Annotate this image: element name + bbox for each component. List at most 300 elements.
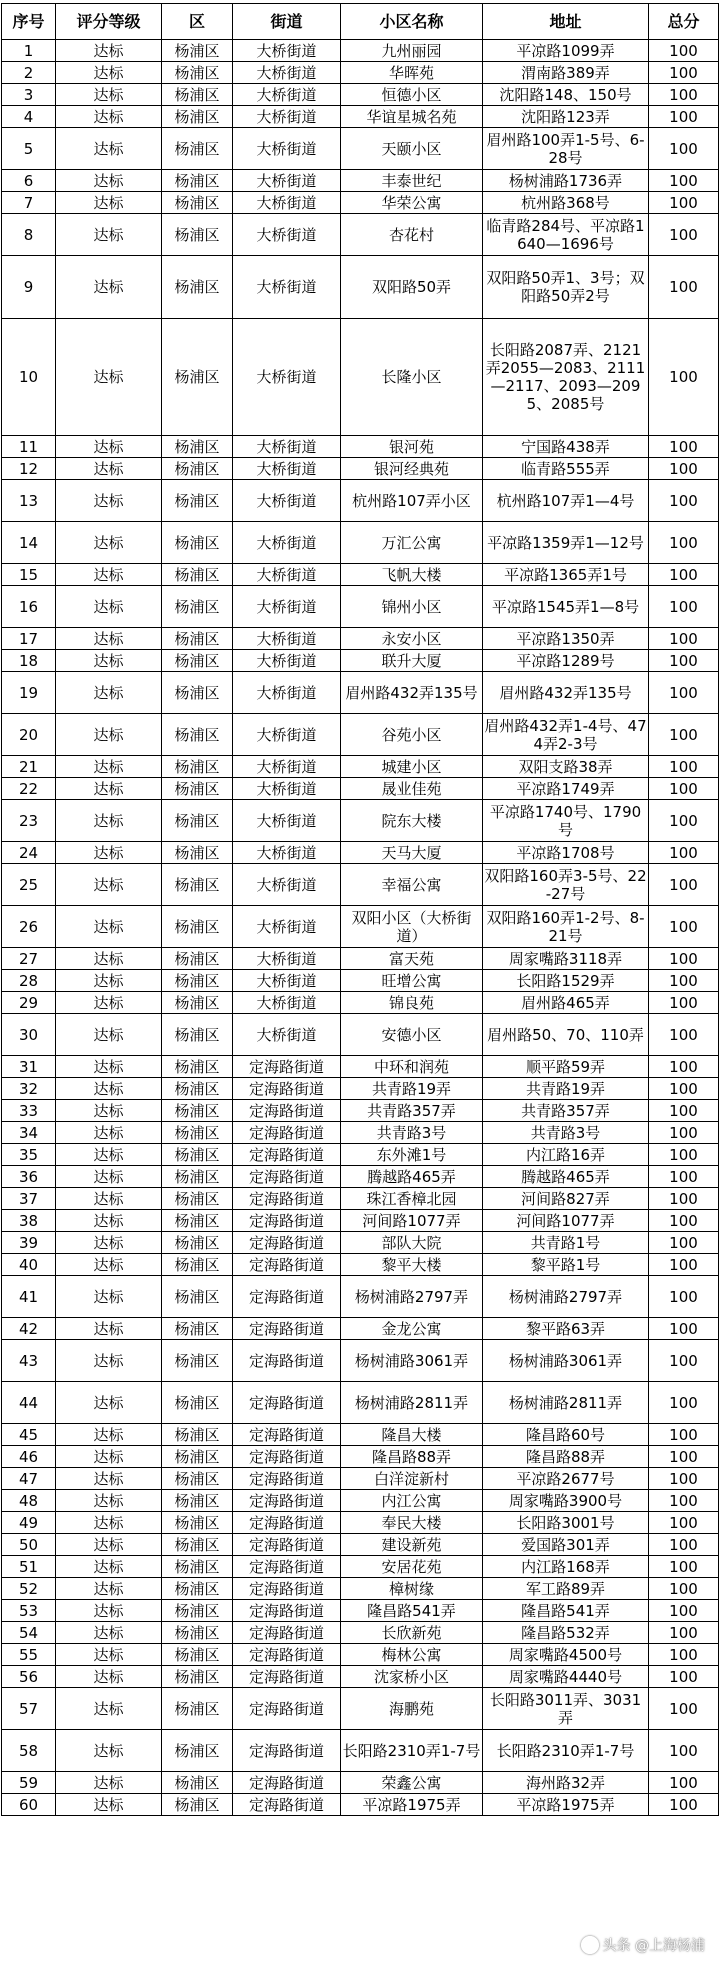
cell-grade: 达标 <box>56 628 162 650</box>
cell-community-name: 黎平大楼 <box>341 1254 483 1276</box>
cell-street: 定海路街道 <box>233 1210 341 1232</box>
cell-index: 33 <box>2 1100 56 1122</box>
toutiao-logo-icon <box>581 1936 599 1954</box>
cell-address: 沈阳路123弄 <box>483 106 649 128</box>
cell-grade: 达标 <box>56 1188 162 1210</box>
cell-district: 杨浦区 <box>162 170 233 192</box>
cell-community-name: 杏花村 <box>341 214 483 256</box>
cell-index: 36 <box>2 1166 56 1188</box>
cell-score: 100 <box>649 40 719 62</box>
cell-community-name: 白洋淀新村 <box>341 1468 483 1490</box>
cell-address: 周家嘴路3118弄 <box>483 948 649 970</box>
table-row <box>2 214 719 256</box>
cell-community-name: 银河经典苑 <box>341 458 483 480</box>
cell-street: 定海路街道 <box>233 1512 341 1534</box>
table-row <box>2 672 719 714</box>
cell-district: 杨浦区 <box>162 106 233 128</box>
cell-street: 大桥街道 <box>233 458 341 480</box>
cell-street: 定海路街道 <box>233 1100 341 1122</box>
cell-grade: 达标 <box>56 1666 162 1688</box>
cell-index: 46 <box>2 1446 56 1468</box>
cell-community-name: 隆昌路541弄 <box>341 1600 483 1622</box>
cell-district: 杨浦区 <box>162 1556 233 1578</box>
cell-street: 定海路街道 <box>233 1232 341 1254</box>
table-row <box>2 756 719 778</box>
cell-street: 定海路街道 <box>233 1666 341 1688</box>
cell-grade: 达标 <box>56 436 162 458</box>
cell-index: 6 <box>2 170 56 192</box>
cell-index: 51 <box>2 1556 56 1578</box>
cell-district: 杨浦区 <box>162 1188 233 1210</box>
cell-score: 100 <box>649 1468 719 1490</box>
cell-grade: 达标 <box>56 948 162 970</box>
cell-grade: 达标 <box>56 1232 162 1254</box>
cell-address: 平凉路1099弄 <box>483 40 649 62</box>
cell-street: 大桥街道 <box>233 864 341 906</box>
cell-address: 海州路32弄 <box>483 1772 649 1794</box>
cell-score: 100 <box>649 1578 719 1600</box>
cell-index: 3 <box>2 84 56 106</box>
cell-street: 大桥街道 <box>233 970 341 992</box>
cell-grade: 达标 <box>56 214 162 256</box>
cell-score: 100 <box>649 714 719 756</box>
cell-index: 37 <box>2 1188 56 1210</box>
header-address: 地址 <box>483 4 649 40</box>
watermark <box>581 1935 705 1955</box>
cell-index: 34 <box>2 1122 56 1144</box>
cell-score: 100 <box>649 906 719 948</box>
cell-district: 杨浦区 <box>162 1424 233 1446</box>
table-row <box>2 1468 719 1490</box>
cell-grade: 达标 <box>56 1600 162 1622</box>
cell-grade: 达标 <box>56 756 162 778</box>
cell-address: 双阳路160弄1-2号、8-21号 <box>483 906 649 948</box>
cell-index: 30 <box>2 1014 56 1056</box>
cell-district: 杨浦区 <box>162 1600 233 1622</box>
cell-index: 15 <box>2 564 56 586</box>
cell-address: 周家嘴路3900号 <box>483 1490 649 1512</box>
cell-address: 隆昌路60号 <box>483 1424 649 1446</box>
cell-index: 48 <box>2 1490 56 1512</box>
table-row <box>2 1512 719 1534</box>
cell-street: 定海路街道 <box>233 1772 341 1794</box>
cell-score: 100 <box>649 672 719 714</box>
cell-index: 17 <box>2 628 56 650</box>
table-row <box>2 106 719 128</box>
cell-score: 100 <box>649 1144 719 1166</box>
cell-district: 杨浦区 <box>162 1468 233 1490</box>
table-row <box>2 970 719 992</box>
cell-district: 杨浦区 <box>162 1276 233 1318</box>
cell-street: 大桥街道 <box>233 586 341 628</box>
cell-score: 100 <box>649 1424 719 1446</box>
cell-address: 双阳支路38弄 <box>483 756 649 778</box>
cell-score: 100 <box>649 1622 719 1644</box>
cell-index: 1 <box>2 40 56 62</box>
cell-grade: 达标 <box>56 1730 162 1772</box>
cell-district: 杨浦区 <box>162 842 233 864</box>
cell-index: 53 <box>2 1600 56 1622</box>
cell-score: 100 <box>649 628 719 650</box>
header-community-name: 小区名称 <box>341 4 483 40</box>
cell-score: 100 <box>649 1600 719 1622</box>
cell-grade: 达标 <box>56 564 162 586</box>
cell-grade: 达标 <box>56 1512 162 1534</box>
cell-grade: 达标 <box>56 1122 162 1144</box>
cell-district: 杨浦区 <box>162 586 233 628</box>
cell-district: 杨浦区 <box>162 1490 233 1512</box>
cell-index: 38 <box>2 1210 56 1232</box>
header-index: 序号 <box>2 4 56 40</box>
cell-district: 杨浦区 <box>162 1166 233 1188</box>
cell-community-name: 共青路19弄 <box>341 1078 483 1100</box>
cell-index: 19 <box>2 672 56 714</box>
cell-score: 100 <box>649 1556 719 1578</box>
cell-address: 内江路16弄 <box>483 1144 649 1166</box>
cell-index: 8 <box>2 214 56 256</box>
cell-grade: 达标 <box>56 842 162 864</box>
table-row <box>2 1666 719 1688</box>
cell-community-name: 奉民大楼 <box>341 1512 483 1534</box>
cell-street: 定海路街道 <box>233 1276 341 1318</box>
cell-community-name: 梅林公寓 <box>341 1644 483 1666</box>
table-row <box>2 906 719 948</box>
cell-district: 杨浦区 <box>162 1122 233 1144</box>
cell-address: 长阳路2310弄1-7号 <box>483 1730 649 1772</box>
cell-index: 32 <box>2 1078 56 1100</box>
cell-grade: 达标 <box>56 84 162 106</box>
header-grade: 评分等级 <box>56 4 162 40</box>
cell-address: 内江路168弄 <box>483 1556 649 1578</box>
cell-index: 28 <box>2 970 56 992</box>
cell-address: 双阳路160弄3-5号、22-27号 <box>483 864 649 906</box>
cell-grade: 达标 <box>56 1382 162 1424</box>
cell-community-name: 永安小区 <box>341 628 483 650</box>
cell-score: 100 <box>649 992 719 1014</box>
cell-grade: 达标 <box>56 906 162 948</box>
cell-district: 杨浦区 <box>162 1446 233 1468</box>
cell-district: 杨浦区 <box>162 564 233 586</box>
cell-district: 杨浦区 <box>162 1688 233 1730</box>
cell-score: 100 <box>649 1166 719 1188</box>
table-row <box>2 1254 719 1276</box>
cell-score: 100 <box>649 650 719 672</box>
cell-index: 47 <box>2 1468 56 1490</box>
cell-index: 55 <box>2 1644 56 1666</box>
cell-grade: 达标 <box>56 1578 162 1600</box>
cell-score: 100 <box>649 1666 719 1688</box>
cell-address: 军工路89弄 <box>483 1578 649 1600</box>
table-row <box>2 1340 719 1382</box>
cell-index: 56 <box>2 1666 56 1688</box>
cell-index: 4 <box>2 106 56 128</box>
cell-community-name: 华谊星城名苑 <box>341 106 483 128</box>
cell-street: 大桥街道 <box>233 522 341 564</box>
cell-score: 100 <box>649 522 719 564</box>
cell-street: 大桥街道 <box>233 948 341 970</box>
cell-index: 41 <box>2 1276 56 1318</box>
cell-grade: 达标 <box>56 128 162 170</box>
cell-index: 7 <box>2 192 56 214</box>
cell-community-name: 城建小区 <box>341 756 483 778</box>
table-row <box>2 586 719 628</box>
cell-community-name: 隆昌大楼 <box>341 1424 483 1446</box>
table-row <box>2 128 719 170</box>
table-row <box>2 256 719 319</box>
cell-district: 杨浦区 <box>162 800 233 842</box>
cell-grade: 达标 <box>56 1622 162 1644</box>
cell-community-name: 平凉路1975弄 <box>341 1794 483 1816</box>
table-row <box>2 458 719 480</box>
cell-street: 大桥街道 <box>233 319 341 436</box>
cell-grade: 达标 <box>56 1144 162 1166</box>
cell-index: 29 <box>2 992 56 1014</box>
cell-street: 定海路街道 <box>233 1254 341 1276</box>
cell-street: 大桥街道 <box>233 906 341 948</box>
table-row <box>2 319 719 436</box>
cell-score: 100 <box>649 1276 719 1318</box>
cell-address: 平凉路1289号 <box>483 650 649 672</box>
cell-score: 100 <box>649 1232 719 1254</box>
cell-address: 眉州路50、70、110弄 <box>483 1014 649 1056</box>
cell-score: 100 <box>649 1688 719 1730</box>
cell-grade: 达标 <box>56 1446 162 1468</box>
cell-street: 定海路街道 <box>233 1578 341 1600</box>
cell-community-name: 华晖苑 <box>341 62 483 84</box>
cell-index: 44 <box>2 1382 56 1424</box>
table-row <box>2 864 719 906</box>
cell-district: 杨浦区 <box>162 714 233 756</box>
cell-district: 杨浦区 <box>162 1382 233 1424</box>
table-row <box>2 1772 719 1794</box>
table-row <box>2 1210 719 1232</box>
cell-community-name: 双阳小区（大桥街道） <box>341 906 483 948</box>
cell-grade: 达标 <box>56 586 162 628</box>
table-row <box>2 1100 719 1122</box>
cell-street: 定海路街道 <box>233 1122 341 1144</box>
table-row <box>2 1382 719 1424</box>
cell-address: 杨树浦路2797弄 <box>483 1276 649 1318</box>
cell-community-name: 金龙公寓 <box>341 1318 483 1340</box>
cell-street: 定海路街道 <box>233 1730 341 1772</box>
cell-community-name: 双阳路50弄 <box>341 256 483 319</box>
cell-community-name: 晟业佳苑 <box>341 778 483 800</box>
cell-community-name: 长欣新苑 <box>341 1622 483 1644</box>
cell-index: 14 <box>2 522 56 564</box>
cell-index: 2 <box>2 62 56 84</box>
cell-district: 杨浦区 <box>162 992 233 1014</box>
cell-score: 100 <box>649 1318 719 1340</box>
cell-index: 23 <box>2 800 56 842</box>
table-row <box>2 1794 719 1816</box>
cell-community-name: 华荣公寓 <box>341 192 483 214</box>
cell-address: 黎平路1号 <box>483 1254 649 1276</box>
cell-address: 沈阳路148、150号 <box>483 84 649 106</box>
cell-index: 11 <box>2 436 56 458</box>
cell-street: 定海路街道 <box>233 1556 341 1578</box>
cell-street: 定海路街道 <box>233 1644 341 1666</box>
table-row <box>2 842 719 864</box>
cell-score: 100 <box>649 970 719 992</box>
cell-street: 定海路街道 <box>233 1688 341 1730</box>
cell-district: 杨浦区 <box>162 1100 233 1122</box>
table-row <box>2 1276 719 1318</box>
cell-score: 100 <box>649 842 719 864</box>
cell-grade: 达标 <box>56 672 162 714</box>
cell-score: 100 <box>649 170 719 192</box>
table-row <box>2 800 719 842</box>
cell-community-name: 腾越路465弄 <box>341 1166 483 1188</box>
cell-grade: 达标 <box>56 1424 162 1446</box>
table-row <box>2 1188 719 1210</box>
cell-address: 眉州路100弄1-5号、6-28号 <box>483 128 649 170</box>
cell-grade: 达标 <box>56 1166 162 1188</box>
cell-district: 杨浦区 <box>162 1622 233 1644</box>
cell-community-name: 幸福公寓 <box>341 864 483 906</box>
cell-street: 大桥街道 <box>233 992 341 1014</box>
cell-district: 杨浦区 <box>162 458 233 480</box>
cell-index: 59 <box>2 1772 56 1794</box>
cell-address: 临青路284号、平凉路1640—1696号 <box>483 214 649 256</box>
table-row <box>2 1144 719 1166</box>
cell-score: 100 <box>649 1254 719 1276</box>
cell-street: 大桥街道 <box>233 62 341 84</box>
cell-district: 杨浦区 <box>162 864 233 906</box>
table-row <box>2 1318 719 1340</box>
cell-index: 20 <box>2 714 56 756</box>
cell-score: 100 <box>649 1382 719 1424</box>
cell-community-name: 共青路357弄 <box>341 1100 483 1122</box>
cell-street: 大桥街道 <box>233 842 341 864</box>
cell-district: 杨浦区 <box>162 319 233 436</box>
table-row <box>2 192 719 214</box>
cell-grade: 达标 <box>56 106 162 128</box>
cell-district: 杨浦区 <box>162 40 233 62</box>
cell-address: 渭南路389弄 <box>483 62 649 84</box>
cell-district: 杨浦区 <box>162 650 233 672</box>
cell-district: 杨浦区 <box>162 256 233 319</box>
table-row <box>2 1166 719 1188</box>
cell-grade: 达标 <box>56 319 162 436</box>
cell-address: 黎平路63弄 <box>483 1318 649 1340</box>
cell-score: 100 <box>649 1512 719 1534</box>
cell-address: 杨树浦路3061弄 <box>483 1340 649 1382</box>
cell-address: 眉州路432弄135号 <box>483 672 649 714</box>
cell-street: 定海路街道 <box>233 1382 341 1424</box>
cell-score: 100 <box>649 778 719 800</box>
cell-grade: 达标 <box>56 1772 162 1794</box>
cell-grade: 达标 <box>56 650 162 672</box>
cell-grade: 达标 <box>56 1014 162 1056</box>
cell-district: 杨浦区 <box>162 1254 233 1276</box>
cell-score: 100 <box>649 1340 719 1382</box>
cell-score: 100 <box>649 214 719 256</box>
cell-community-name: 眉州路432弄135号 <box>341 672 483 714</box>
table-row <box>2 436 719 458</box>
cell-grade: 达标 <box>56 62 162 84</box>
cell-street: 大桥街道 <box>233 480 341 522</box>
cell-grade: 达标 <box>56 1078 162 1100</box>
cell-district: 杨浦区 <box>162 1730 233 1772</box>
cell-street: 大桥街道 <box>233 714 341 756</box>
table-row <box>2 522 719 564</box>
cell-community-name: 海鹏苑 <box>341 1688 483 1730</box>
cell-address: 平凉路1740号、1790号 <box>483 800 649 842</box>
cell-community-name: 万汇公寓 <box>341 522 483 564</box>
cell-community-name: 中环和润苑 <box>341 1056 483 1078</box>
cell-address: 腾越路465弄 <box>483 1166 649 1188</box>
cell-community-name: 荣鑫公寓 <box>341 1772 483 1794</box>
cell-index: 25 <box>2 864 56 906</box>
cell-community-name: 银河苑 <box>341 436 483 458</box>
cell-address: 长阳路2087弄、2121弄2055—2083、2111—2117、2093—2095、2085号 <box>483 319 649 436</box>
header-score: 总分 <box>649 4 719 40</box>
table-row <box>2 714 719 756</box>
cell-district: 杨浦区 <box>162 128 233 170</box>
header-row <box>2 4 719 40</box>
cell-community-name: 东外滩1号 <box>341 1144 483 1166</box>
cell-score: 100 <box>649 1210 719 1232</box>
cell-index: 26 <box>2 906 56 948</box>
cell-district: 杨浦区 <box>162 1534 233 1556</box>
cell-index: 5 <box>2 128 56 170</box>
cell-address: 眉州路432弄1-4号、474弄2-3号 <box>483 714 649 756</box>
cell-score: 100 <box>649 106 719 128</box>
cell-community-name: 谷苑小区 <box>341 714 483 756</box>
cell-index: 39 <box>2 1232 56 1254</box>
cell-index: 40 <box>2 1254 56 1276</box>
cell-district: 杨浦区 <box>162 1512 233 1534</box>
cell-score: 100 <box>649 1122 719 1144</box>
cell-address: 眉州路465弄 <box>483 992 649 1014</box>
cell-grade: 达标 <box>56 1794 162 1816</box>
cell-street: 大桥街道 <box>233 170 341 192</box>
table-row <box>2 1056 719 1078</box>
cell-district: 杨浦区 <box>162 948 233 970</box>
cell-community-name: 天颐小区 <box>341 128 483 170</box>
cell-score: 100 <box>649 1188 719 1210</box>
cell-address: 隆昌路88弄 <box>483 1446 649 1468</box>
header-district: 区 <box>162 4 233 40</box>
cell-index: 58 <box>2 1730 56 1772</box>
cell-community-name: 杨树浦路2797弄 <box>341 1276 483 1318</box>
table-row <box>2 650 719 672</box>
cell-score: 100 <box>649 1100 719 1122</box>
cell-district: 杨浦区 <box>162 1578 233 1600</box>
cell-street: 定海路街道 <box>233 1078 341 1100</box>
cell-address: 共青路3号 <box>483 1122 649 1144</box>
cell-community-name: 长阳路2310弄1-7号 <box>341 1730 483 1772</box>
cell-grade: 达标 <box>56 40 162 62</box>
table-row <box>2 1578 719 1600</box>
cell-address: 平凉路1749弄 <box>483 778 649 800</box>
cell-street: 定海路街道 <box>233 1056 341 1078</box>
cell-street: 定海路街道 <box>233 1340 341 1382</box>
cell-grade: 达标 <box>56 1340 162 1382</box>
table-row <box>2 1688 719 1730</box>
cell-district: 杨浦区 <box>162 628 233 650</box>
cell-street: 定海路街道 <box>233 1534 341 1556</box>
cell-street: 大桥街道 <box>233 256 341 319</box>
cell-street: 大桥街道 <box>233 650 341 672</box>
cell-community-name: 丰泰世纪 <box>341 170 483 192</box>
cell-index: 27 <box>2 948 56 970</box>
cell-street: 大桥街道 <box>233 1014 341 1056</box>
cell-district: 杨浦区 <box>162 1772 233 1794</box>
cell-community-name: 富天苑 <box>341 948 483 970</box>
table-row <box>2 1556 719 1578</box>
cell-street: 大桥街道 <box>233 40 341 62</box>
